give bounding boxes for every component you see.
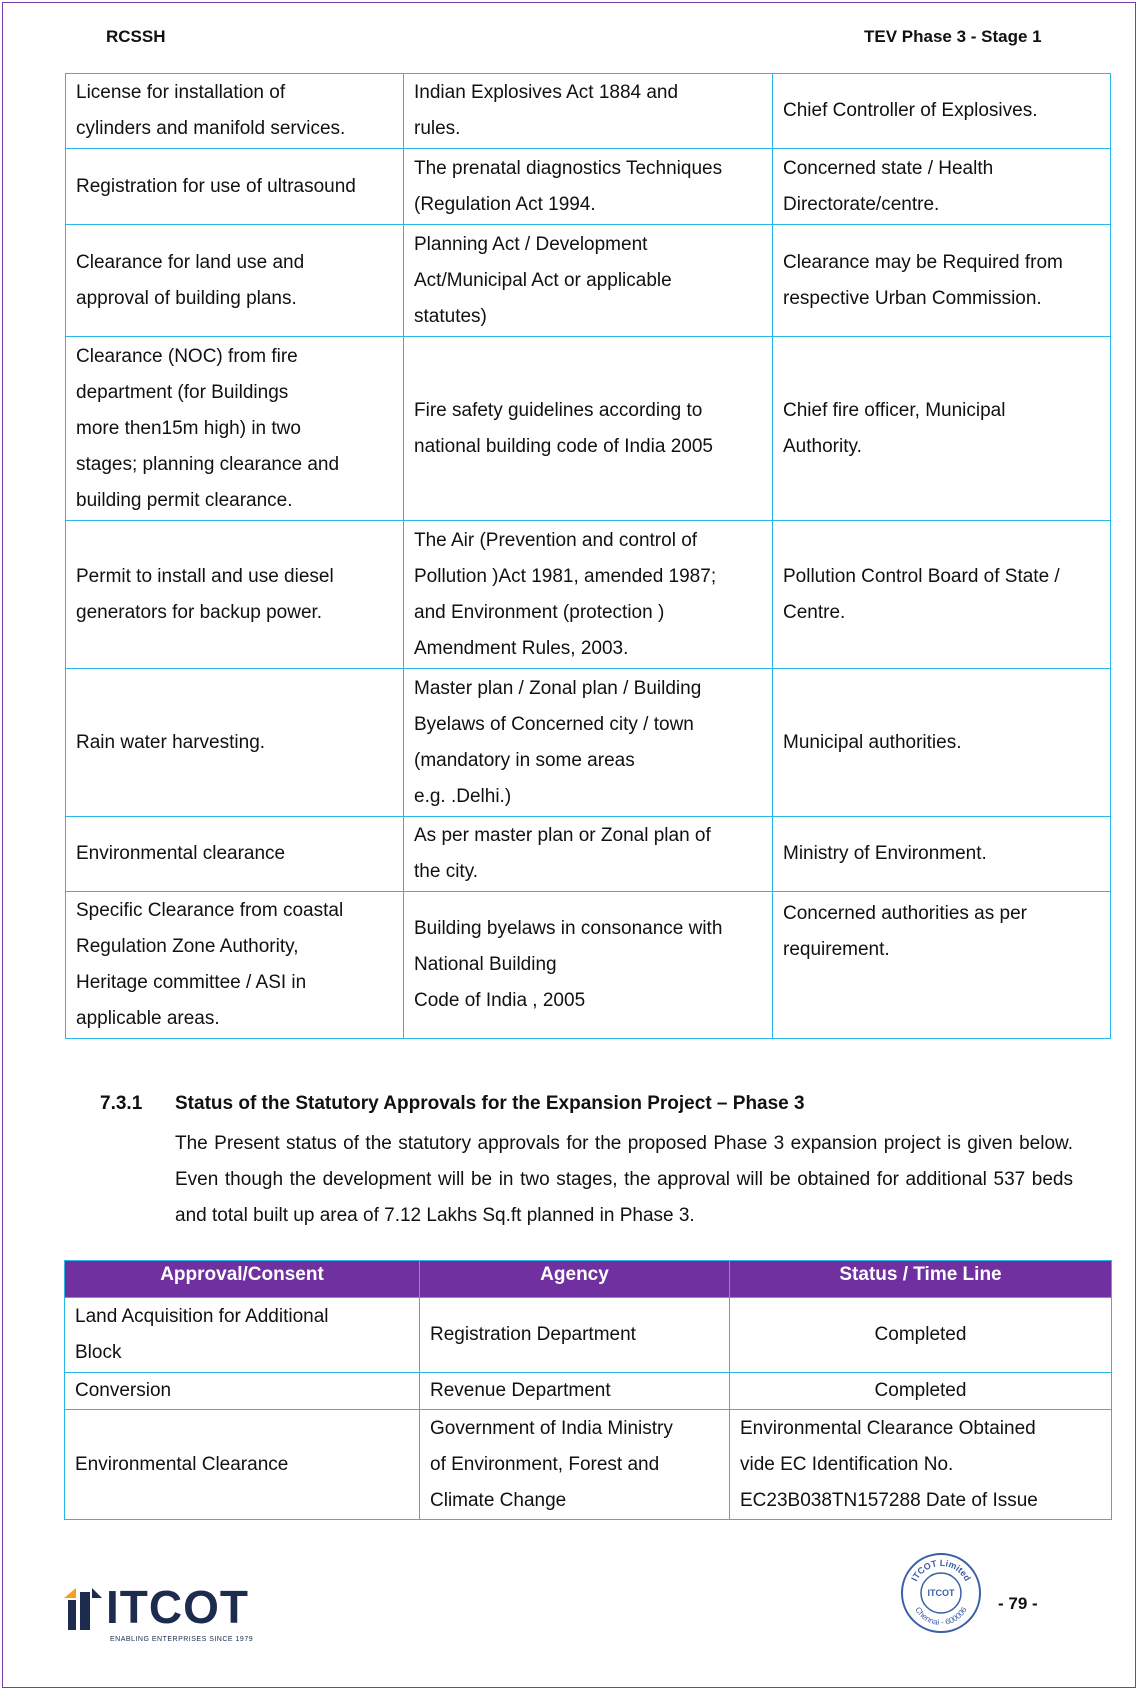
- table-cell: Clearance for land use and approval of building plans.: [66, 225, 404, 337]
- table-cell: Municipal authorities.: [773, 669, 1111, 817]
- table-row: [65, 1410, 1112, 1520]
- table-cell: The Air (Prevention and control of Pollution )Act 1981, amended 1987; and Environment (protection ) Amendment Rules, 2003.: [404, 521, 773, 669]
- seal-bottom-text: Chennai - 600006: [913, 1605, 969, 1628]
- table-row: [65, 1298, 1112, 1373]
- table-cell: Clearance may be Required from respective Urban Commission.: [773, 225, 1111, 337]
- table-cell: Building byelaws in consonance with National Building Code of India , 2005: [404, 892, 773, 1039]
- table-cell: Environmental Clearance Obtained vide EC Identification No. EC23B038TN157288 Date of Issue: [730, 1410, 1112, 1520]
- table-cell: Concerned authorities as per requirement.: [773, 892, 1111, 1039]
- table-cell: Fire safety guidelines according to national building code of India 2005: [404, 337, 773, 521]
- seal-center-text: ITCOT: [927, 1588, 955, 1598]
- approvals-requirements-table: [65, 73, 1111, 1039]
- table-cell: Chief fire officer, Municipal Authority.: [773, 337, 1111, 521]
- table-row: [66, 521, 1111, 669]
- table-cell: Completed: [730, 1373, 1112, 1410]
- table-cell: Rain water harvesting.: [66, 669, 404, 817]
- table-cell: Specific Clearance from coastal Regulation Zone Authority, Heritage committee / ASI in applicable areas.: [66, 892, 404, 1039]
- table-cell: License for installation of cylinders and manifold services.: [66, 74, 404, 149]
- table-cell: Government of India Ministry of Environment, Forest and Climate Change: [420, 1410, 730, 1520]
- table-cell: Indian Explosives Act 1884 and rules.: [404, 74, 773, 149]
- table-cell: As per master plan or Zonal plan of the city.: [404, 817, 773, 892]
- table-cell: Revenue Department: [420, 1373, 730, 1410]
- column-header: Approval/Consent: [65, 1261, 420, 1298]
- section-title: Status of the Statutory Approvals for the Expansion Project – Phase 3: [175, 1093, 805, 1114]
- table-row: [66, 74, 1111, 149]
- approval-status-table: [64, 1260, 1112, 1520]
- table-row: [66, 149, 1111, 225]
- table-cell: Chief Controller of Explosives.: [773, 74, 1111, 149]
- seal-top-text: ITCOT Limited: [909, 1557, 973, 1583]
- table-header-row: [65, 1261, 1112, 1298]
- table-cell: Registration for use of ultrasound: [66, 149, 404, 225]
- table-row: [66, 337, 1111, 521]
- logo-tagline: ENABLING ENTERPRISES SINCE 1979: [110, 1636, 254, 1643]
- table-row: [66, 669, 1111, 817]
- page-number: - 79 -: [998, 1594, 1038, 1613]
- section-number: 7.3.1: [100, 1093, 143, 1114]
- table-cell: Clearance (NOC) from fire department (for Buildings more then15m high) in two stages; planning clearance and building permit clearance.: [66, 337, 404, 521]
- column-header: Agency: [420, 1261, 730, 1298]
- logo-text: ITCOT: [106, 1581, 249, 1633]
- itcot-logo-icon: [62, 1584, 104, 1632]
- table-cell: Pollution Control Board of State / Centre.: [773, 521, 1111, 669]
- column-header: Status / Time Line: [730, 1261, 1112, 1298]
- table-cell: Registration Department: [420, 1298, 730, 1373]
- table-cell: Planning Act / Development Act/Municipal Act or applicable statutes): [404, 225, 773, 337]
- table-row: [65, 1373, 1112, 1410]
- table-row: [66, 817, 1111, 892]
- table-cell: The prenatal diagnostics Techniques (Regulation Act 1994.: [404, 149, 773, 225]
- table-cell: Environmental Clearance: [65, 1410, 420, 1520]
- table-cell: Concerned state / Health Directorate/centre.: [773, 149, 1111, 225]
- table-cell: Completed: [730, 1298, 1112, 1373]
- table-cell: Conversion: [65, 1373, 420, 1410]
- company-seal: [900, 1552, 982, 1634]
- table-cell: Master plan / Zonal plan / Building Byelaws of Concerned city / town (mandatory in some areas e.g. .Delhi.): [404, 669, 773, 817]
- table-cell: Environmental clearance: [66, 817, 404, 892]
- section-paragraph: The Present status of the statutory approvals for the proposed Phase 3 expansion project is given below. Even though the development will be in two stages, the approval will be obtained for additional 537 beds and total built up area of 7.12 Lakhs Sq.ft planned in Phase 3.: [175, 1133, 1073, 1226]
- table-cell: Ministry of Environment.: [773, 817, 1111, 892]
- table-cell: Land Acquisition for Additional Block: [65, 1298, 420, 1373]
- header-left: RCSSH: [106, 27, 166, 46]
- table-row: [66, 892, 1111, 1039]
- table-row: [66, 225, 1111, 337]
- header-right: TEV Phase 3 - Stage 1: [864, 27, 1042, 46]
- table-cell: Permit to install and use diesel generators for backup power.: [66, 521, 404, 669]
- itcot-logo: [62, 1581, 254, 1643]
